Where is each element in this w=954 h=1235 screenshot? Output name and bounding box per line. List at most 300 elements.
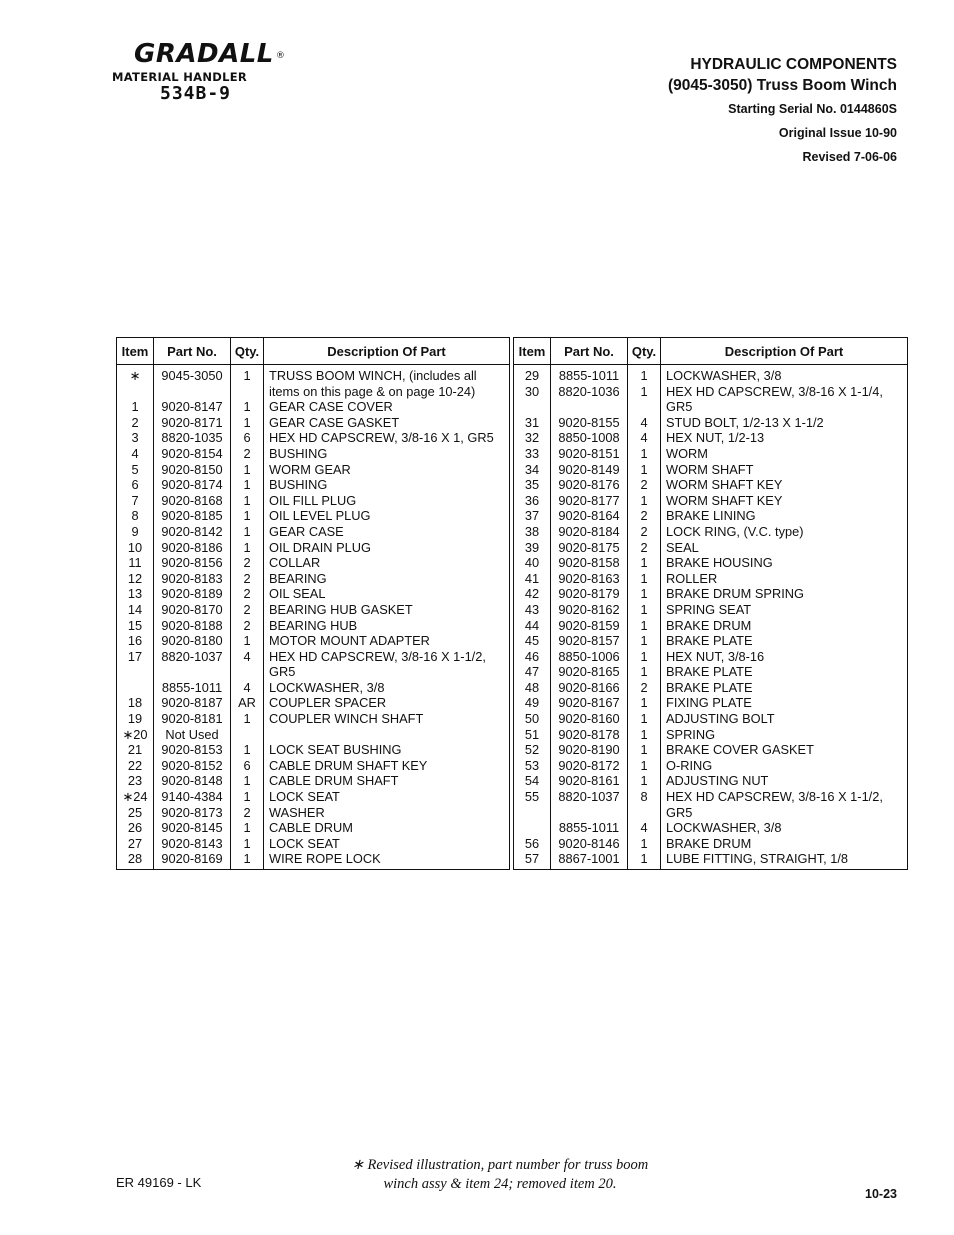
cell-part-number: 9020-8181 bbox=[154, 711, 231, 727]
cell-part-number: 9020-8190 bbox=[551, 742, 628, 758]
cell-part-number: 9020-8169 bbox=[154, 851, 231, 869]
cell-item: 42 bbox=[514, 586, 551, 602]
cell-item: 34 bbox=[514, 462, 551, 478]
cell-item: 38 bbox=[514, 524, 551, 540]
table-row bbox=[117, 493, 510, 509]
cell-item: 47 bbox=[514, 664, 551, 680]
cell-description: HEX HD CAPSCREW, 3/8-16 X 1-1/2, bbox=[264, 649, 510, 665]
table-row bbox=[117, 524, 510, 540]
cell-description: O-RING bbox=[661, 758, 908, 774]
table-row bbox=[117, 602, 510, 618]
cell-description: HEX HD CAPSCREW, 3/8-16 X 1, GR5 bbox=[264, 430, 510, 446]
cell-item: 2 bbox=[117, 415, 154, 431]
cell-description: LOCK SEAT bbox=[264, 789, 510, 805]
cell-part-number: 9020-8157 bbox=[551, 633, 628, 649]
cell-item: 1 bbox=[117, 399, 154, 415]
cell-description: OIL DRAIN PLUG bbox=[264, 540, 510, 556]
cell-qty: 1 bbox=[231, 742, 264, 758]
logo-brand bbox=[134, 40, 312, 70]
cell-description: OIL SEAL bbox=[264, 586, 510, 602]
cell-item: 5 bbox=[117, 462, 154, 478]
cell-part-number: 9020-8170 bbox=[154, 602, 231, 618]
table-row bbox=[514, 430, 908, 446]
cell-qty: 2 bbox=[231, 602, 264, 618]
table-row bbox=[514, 851, 908, 869]
cell-description: BRAKE LINING bbox=[661, 508, 908, 524]
cell-description: LOCK SEAT bbox=[264, 836, 510, 852]
cell-part-number: 9020-8152 bbox=[154, 758, 231, 774]
cell-item: 52 bbox=[514, 742, 551, 758]
table-row bbox=[117, 477, 510, 493]
cell-qty: 4 bbox=[628, 820, 661, 836]
table-row bbox=[514, 586, 908, 602]
cell-part-number: 8820-1036 bbox=[551, 384, 628, 400]
cell-qty: 1 bbox=[231, 773, 264, 789]
table-row bbox=[117, 851, 510, 869]
gradall-logo bbox=[112, 40, 312, 104]
cell-part-number: 9020-8178 bbox=[551, 727, 628, 743]
cell-description: LOCK SEAT BUSHING bbox=[264, 742, 510, 758]
table-row bbox=[117, 695, 510, 711]
cell-description: WORM bbox=[661, 446, 908, 462]
cell-qty: 1 bbox=[628, 695, 661, 711]
table-row bbox=[514, 508, 908, 524]
cell-item: 53 bbox=[514, 758, 551, 774]
cell-qty: 1 bbox=[628, 555, 661, 571]
cell-item bbox=[117, 664, 154, 680]
cell-qty: 1 bbox=[231, 508, 264, 524]
cell-part-number: 9020-8148 bbox=[154, 773, 231, 789]
cell-description: TRUSS BOOM WINCH, (includes all bbox=[264, 365, 510, 384]
table-row bbox=[514, 477, 908, 493]
table-row bbox=[514, 493, 908, 509]
cell-qty: 1 bbox=[628, 618, 661, 634]
cell-item: 10 bbox=[117, 540, 154, 556]
cell-part-number: 9020-8145 bbox=[154, 820, 231, 836]
cell-description: ADJUSTING NUT bbox=[661, 773, 908, 789]
cell-part-number: 9020-8177 bbox=[551, 493, 628, 509]
cell-description: BRAKE PLATE bbox=[661, 664, 908, 680]
cell-item: 32 bbox=[514, 430, 551, 446]
cell-item: 8 bbox=[117, 508, 154, 524]
cell-qty: 1 bbox=[628, 365, 661, 384]
col-desc-header: Description Of Part bbox=[264, 338, 510, 365]
cell-item: 44 bbox=[514, 618, 551, 634]
footnote-line-2: winch assy & item 24; removed item 20. bbox=[383, 1176, 617, 1192]
table-row bbox=[117, 446, 510, 462]
cell-description: GR5 bbox=[661, 805, 908, 821]
cell-item: 25 bbox=[117, 805, 154, 821]
table-row bbox=[514, 773, 908, 789]
footnote-line-1: ∗ Revised illustration, part number for truss boom bbox=[351, 1157, 649, 1173]
col-desc-header: Description Of Part bbox=[661, 338, 908, 365]
table-row bbox=[514, 524, 908, 540]
cell-part-number bbox=[154, 384, 231, 400]
cell-part-number: 9020-8165 bbox=[551, 664, 628, 680]
cell-item: 28 bbox=[117, 851, 154, 869]
cell-part-number: 9020-8156 bbox=[154, 555, 231, 571]
table-row bbox=[514, 649, 908, 665]
cell-item: 4 bbox=[117, 446, 154, 462]
cell-description: LUBE FITTING, STRAIGHT, 1/8 bbox=[661, 851, 908, 869]
cell-description: FIXING PLATE bbox=[661, 695, 908, 711]
page-number: 10-23 bbox=[865, 1187, 897, 1201]
cell-part-number: 9020-8149 bbox=[551, 462, 628, 478]
cell-qty: 2 bbox=[231, 805, 264, 821]
table-row bbox=[117, 571, 510, 587]
cell-qty: 4 bbox=[231, 680, 264, 696]
cell-qty: 1 bbox=[628, 446, 661, 462]
table-row bbox=[117, 711, 510, 727]
cell-description: BEARING HUB GASKET bbox=[264, 602, 510, 618]
table-row bbox=[514, 633, 908, 649]
serial-number: Starting Serial No. 0144860S bbox=[728, 102, 897, 116]
cell-description: LOCK RING, (V.C. type) bbox=[661, 524, 908, 540]
cell-description: WORM GEAR bbox=[264, 462, 510, 478]
cell-qty: 2 bbox=[628, 477, 661, 493]
cell-description: WORM SHAFT bbox=[661, 462, 908, 478]
cell-item: 9 bbox=[117, 524, 154, 540]
cell-part-number: 8855-1011 bbox=[551, 820, 628, 836]
cell-item: 13 bbox=[117, 586, 154, 602]
cell-qty: 1 bbox=[231, 540, 264, 556]
cell-part-number: 9020-8154 bbox=[154, 446, 231, 462]
table-row bbox=[514, 540, 908, 556]
cell-description: LOCKWASHER, 3/8 bbox=[661, 820, 908, 836]
cell-description: LOCKWASHER, 3/8 bbox=[264, 680, 510, 696]
cell-description: HEX HD CAPSCREW, 3/8-16 X 1-1/4, bbox=[661, 384, 908, 400]
original-issue: Original Issue 10-90 bbox=[778, 126, 897, 140]
cell-description: SEAL bbox=[661, 540, 908, 556]
table-row bbox=[514, 836, 908, 852]
cell-part-number: 9020-8186 bbox=[154, 540, 231, 556]
cell-description: BRAKE PLATE bbox=[661, 680, 908, 696]
col-qty-header: Qty. bbox=[628, 338, 661, 365]
cell-part-number bbox=[154, 664, 231, 680]
cell-part-number: Not Used bbox=[154, 727, 231, 743]
cell-qty: 1 bbox=[231, 851, 264, 869]
table-row bbox=[117, 508, 510, 524]
table-row bbox=[514, 727, 908, 743]
cell-description: WIRE ROPE LOCK bbox=[264, 851, 510, 869]
cell-qty: 2 bbox=[628, 508, 661, 524]
cell-qty: 1 bbox=[628, 711, 661, 727]
table-row bbox=[514, 446, 908, 462]
table-row bbox=[117, 555, 510, 571]
cell-part-number: 9020-8153 bbox=[154, 742, 231, 758]
table-row bbox=[117, 586, 510, 602]
cell-item: 12 bbox=[117, 571, 154, 587]
table-row bbox=[514, 618, 908, 634]
table-row bbox=[514, 680, 908, 696]
cell-part-number: 9020-8173 bbox=[154, 805, 231, 821]
cell-part-number: 9020-8159 bbox=[551, 618, 628, 634]
cell-item: 35 bbox=[514, 477, 551, 493]
cell-item: 48 bbox=[514, 680, 551, 696]
cell-qty: 8 bbox=[628, 789, 661, 805]
cell-item: 19 bbox=[117, 711, 154, 727]
table-row bbox=[117, 773, 510, 789]
cell-qty: 4 bbox=[231, 649, 264, 665]
cell-item: 14 bbox=[117, 602, 154, 618]
cell-qty: 1 bbox=[628, 664, 661, 680]
cell-description: SPRING bbox=[661, 727, 908, 743]
cell-item: 31 bbox=[514, 415, 551, 431]
table-row bbox=[117, 618, 510, 634]
cell-part-number: 9140-4384 bbox=[154, 789, 231, 805]
cell-item: 50 bbox=[514, 711, 551, 727]
table-row bbox=[514, 742, 908, 758]
cell-qty: 1 bbox=[628, 773, 661, 789]
cell-item: 18 bbox=[117, 695, 154, 711]
cell-part-number: 9020-8167 bbox=[551, 695, 628, 711]
cell-description: BUSHING bbox=[264, 446, 510, 462]
cell-part-number: 8820-1035 bbox=[154, 430, 231, 446]
cell-item: 41 bbox=[514, 571, 551, 587]
cell-part-number: 8850-1006 bbox=[551, 649, 628, 665]
table-row bbox=[514, 415, 908, 431]
table-row bbox=[117, 415, 510, 431]
cell-qty: 1 bbox=[231, 789, 264, 805]
cell-description: BEARING HUB bbox=[264, 618, 510, 634]
cell-item: 56 bbox=[514, 836, 551, 852]
cell-description: COUPLER WINCH SHAFT bbox=[264, 711, 510, 727]
cell-part-number: 9020-8179 bbox=[551, 586, 628, 602]
table-row bbox=[514, 555, 908, 571]
cell-item: 29 bbox=[514, 365, 551, 384]
col-item-header: Item bbox=[514, 338, 551, 365]
cell-item: 15 bbox=[117, 618, 154, 634]
cell-part-number: 9020-8185 bbox=[154, 508, 231, 524]
col-part-header: Part No. bbox=[551, 338, 628, 365]
cell-description: BRAKE PLATE bbox=[661, 633, 908, 649]
cell-item: 49 bbox=[514, 695, 551, 711]
cell-part-number: 9020-8142 bbox=[154, 524, 231, 540]
cell-description: BRAKE DRUM SPRING bbox=[661, 586, 908, 602]
cell-qty: 1 bbox=[231, 524, 264, 540]
section-subtitle: (9045-3050) Truss Boom Winch bbox=[668, 77, 897, 94]
cell-item: 27 bbox=[117, 836, 154, 852]
table-row bbox=[117, 462, 510, 478]
cell-qty: 1 bbox=[628, 586, 661, 602]
cell-description: WORM SHAFT KEY bbox=[661, 477, 908, 493]
cell-part-number: 9020-8155 bbox=[551, 415, 628, 431]
table-row bbox=[117, 664, 510, 680]
cell-qty: 1 bbox=[628, 836, 661, 852]
cell-description: HEX NUT, 3/8-16 bbox=[661, 649, 908, 665]
cell-description: WORM SHAFT KEY bbox=[661, 493, 908, 509]
cell-description: HEX NUT, 1/2-13 bbox=[661, 430, 908, 446]
cell-part-number: 9020-8150 bbox=[154, 462, 231, 478]
cell-item: ∗20 bbox=[117, 727, 154, 743]
cell-part-number bbox=[551, 399, 628, 415]
cell-description: OIL LEVEL PLUG bbox=[264, 508, 510, 524]
cell-item: 3 bbox=[117, 430, 154, 446]
logo-model: 534B-9 bbox=[160, 83, 232, 104]
cell-item: 54 bbox=[514, 773, 551, 789]
table-row bbox=[117, 384, 510, 400]
cell-qty: 1 bbox=[628, 571, 661, 587]
cell-qty: 1 bbox=[231, 493, 264, 509]
cell-qty: 1 bbox=[628, 742, 661, 758]
cell-part-number: 9020-8158 bbox=[551, 555, 628, 571]
cell-qty: 1 bbox=[231, 415, 264, 431]
cell-part-number: 9020-8166 bbox=[551, 680, 628, 696]
cell-part-number: 9020-8188 bbox=[154, 618, 231, 634]
cell-description: MOTOR MOUNT ADAPTER bbox=[264, 633, 510, 649]
cell-part-number: 9020-8164 bbox=[551, 508, 628, 524]
cell-part-number: 9020-8184 bbox=[551, 524, 628, 540]
cell-part-number: 8867-1001 bbox=[551, 851, 628, 869]
cell-part-number: 9020-8163 bbox=[551, 571, 628, 587]
cell-part-number: 8850-1008 bbox=[551, 430, 628, 446]
cell-qty: 2 bbox=[231, 446, 264, 462]
table-row bbox=[514, 602, 908, 618]
table-row bbox=[514, 462, 908, 478]
table-row bbox=[117, 742, 510, 758]
table-row bbox=[514, 664, 908, 680]
cell-part-number: 9020-8151 bbox=[551, 446, 628, 462]
cell-item: 23 bbox=[117, 773, 154, 789]
cell-part-number: 9045-3050 bbox=[154, 365, 231, 384]
cell-part-number bbox=[551, 805, 628, 821]
table-row bbox=[117, 399, 510, 415]
cell-description: GEAR CASE COVER bbox=[264, 399, 510, 415]
cell-qty bbox=[628, 805, 661, 821]
table-row bbox=[514, 384, 908, 400]
cell-description: items on this page & on page 10-24) bbox=[264, 384, 510, 400]
cell-part-number: 9020-8176 bbox=[551, 477, 628, 493]
cell-qty: 1 bbox=[628, 384, 661, 400]
cell-item bbox=[117, 384, 154, 400]
cell-qty: 1 bbox=[231, 836, 264, 852]
cell-qty: 1 bbox=[628, 727, 661, 743]
cell-description: OIL FILL PLUG bbox=[264, 493, 510, 509]
cell-item: 43 bbox=[514, 602, 551, 618]
cell-description: BEARING bbox=[264, 571, 510, 587]
revised-date: Revised 7-06-06 bbox=[802, 150, 897, 164]
table-row bbox=[514, 805, 908, 821]
cell-item: 51 bbox=[514, 727, 551, 743]
cell-qty: 6 bbox=[231, 430, 264, 446]
cell-item: 57 bbox=[514, 851, 551, 869]
cell-item: 46 bbox=[514, 649, 551, 665]
cell-item: 37 bbox=[514, 508, 551, 524]
logo-brand-text: GRADALL bbox=[134, 39, 274, 69]
cell-item bbox=[514, 399, 551, 415]
table-row bbox=[117, 633, 510, 649]
cell-qty: 1 bbox=[628, 633, 661, 649]
cell-qty: 1 bbox=[628, 462, 661, 478]
table-row bbox=[117, 680, 510, 696]
cell-qty: 2 bbox=[231, 618, 264, 634]
cell-qty: 1 bbox=[628, 851, 661, 869]
cell-qty: 1 bbox=[231, 477, 264, 493]
cell-part-number: 9020-8168 bbox=[154, 493, 231, 509]
cell-qty: 4 bbox=[628, 430, 661, 446]
cell-qty: 1 bbox=[231, 365, 264, 384]
cell-description: BRAKE COVER GASKET bbox=[661, 742, 908, 758]
cell-part-number: 8820-1037 bbox=[551, 789, 628, 805]
cell-item bbox=[514, 820, 551, 836]
cell-qty: 1 bbox=[628, 493, 661, 509]
cell-description: GR5 bbox=[264, 664, 510, 680]
cell-description: BRAKE HOUSING bbox=[661, 555, 908, 571]
cell-qty: 1 bbox=[628, 649, 661, 665]
cell-qty: 2 bbox=[231, 555, 264, 571]
registered-mark: ® bbox=[275, 51, 286, 61]
table-row bbox=[117, 649, 510, 665]
page-header bbox=[668, 54, 897, 169]
cell-description: BRAKE DRUM bbox=[661, 836, 908, 852]
cell-qty: AR bbox=[231, 695, 264, 711]
cell-item: 11 bbox=[117, 555, 154, 571]
logo-subtitle: MATERIAL HANDLER bbox=[112, 70, 248, 84]
table-row bbox=[514, 820, 908, 836]
cell-qty: 1 bbox=[231, 462, 264, 478]
cell-part-number: 9020-8183 bbox=[154, 571, 231, 587]
cell-item: 36 bbox=[514, 493, 551, 509]
table-header-row bbox=[514, 338, 908, 365]
cell-part-number: 8855-1011 bbox=[154, 680, 231, 696]
cell-part-number: 9020-8189 bbox=[154, 586, 231, 602]
cell-description: CABLE DRUM SHAFT KEY bbox=[264, 758, 510, 774]
col-part-header: Part No. bbox=[154, 338, 231, 365]
cell-part-number: 9020-8147 bbox=[154, 399, 231, 415]
cell-part-number: 9020-8171 bbox=[154, 415, 231, 431]
parts-table-right bbox=[513, 337, 908, 870]
cell-item: ∗ bbox=[117, 365, 154, 384]
cell-qty: 1 bbox=[231, 820, 264, 836]
cell-item: 26 bbox=[117, 820, 154, 836]
cell-qty: 6 bbox=[231, 758, 264, 774]
cell-item: 17 bbox=[117, 649, 154, 665]
cell-item: 55 bbox=[514, 789, 551, 805]
table-row bbox=[514, 365, 908, 384]
table-row bbox=[514, 399, 908, 415]
parts-table-left-body bbox=[117, 365, 510, 870]
table-header-row bbox=[117, 338, 510, 365]
cell-qty: 2 bbox=[628, 540, 661, 556]
col-item-header: Item bbox=[117, 338, 154, 365]
cell-description: STUD BOLT, 1/2-13 X 1-1/2 bbox=[661, 415, 908, 431]
cell-item bbox=[117, 680, 154, 696]
table-row bbox=[117, 789, 510, 805]
parts-table-right-body bbox=[514, 365, 908, 870]
cell-part-number: 9020-8162 bbox=[551, 602, 628, 618]
cell-qty: 2 bbox=[231, 586, 264, 602]
cell-part-number: 9020-8161 bbox=[551, 773, 628, 789]
cell-part-number: 8855-1011 bbox=[551, 365, 628, 384]
cell-qty: 2 bbox=[231, 571, 264, 587]
table-row bbox=[117, 758, 510, 774]
cell-qty bbox=[231, 727, 264, 743]
cell-description: ROLLER bbox=[661, 571, 908, 587]
cell-description: BUSHING bbox=[264, 477, 510, 493]
cell-qty bbox=[231, 664, 264, 680]
table-row bbox=[514, 695, 908, 711]
cell-part-number: 9020-8187 bbox=[154, 695, 231, 711]
section-title: HYDRAULIC COMPONENTS bbox=[690, 56, 897, 73]
cell-item: 39 bbox=[514, 540, 551, 556]
cell-qty: 1 bbox=[231, 711, 264, 727]
cell-qty bbox=[628, 399, 661, 415]
cell-part-number: 9020-8174 bbox=[154, 477, 231, 493]
cell-description: HEX HD CAPSCREW, 3/8-16 X 1-1/2, bbox=[661, 789, 908, 805]
table-row bbox=[117, 727, 510, 743]
cell-qty: 2 bbox=[628, 524, 661, 540]
cell-description: LOCKWASHER, 3/8 bbox=[661, 365, 908, 384]
